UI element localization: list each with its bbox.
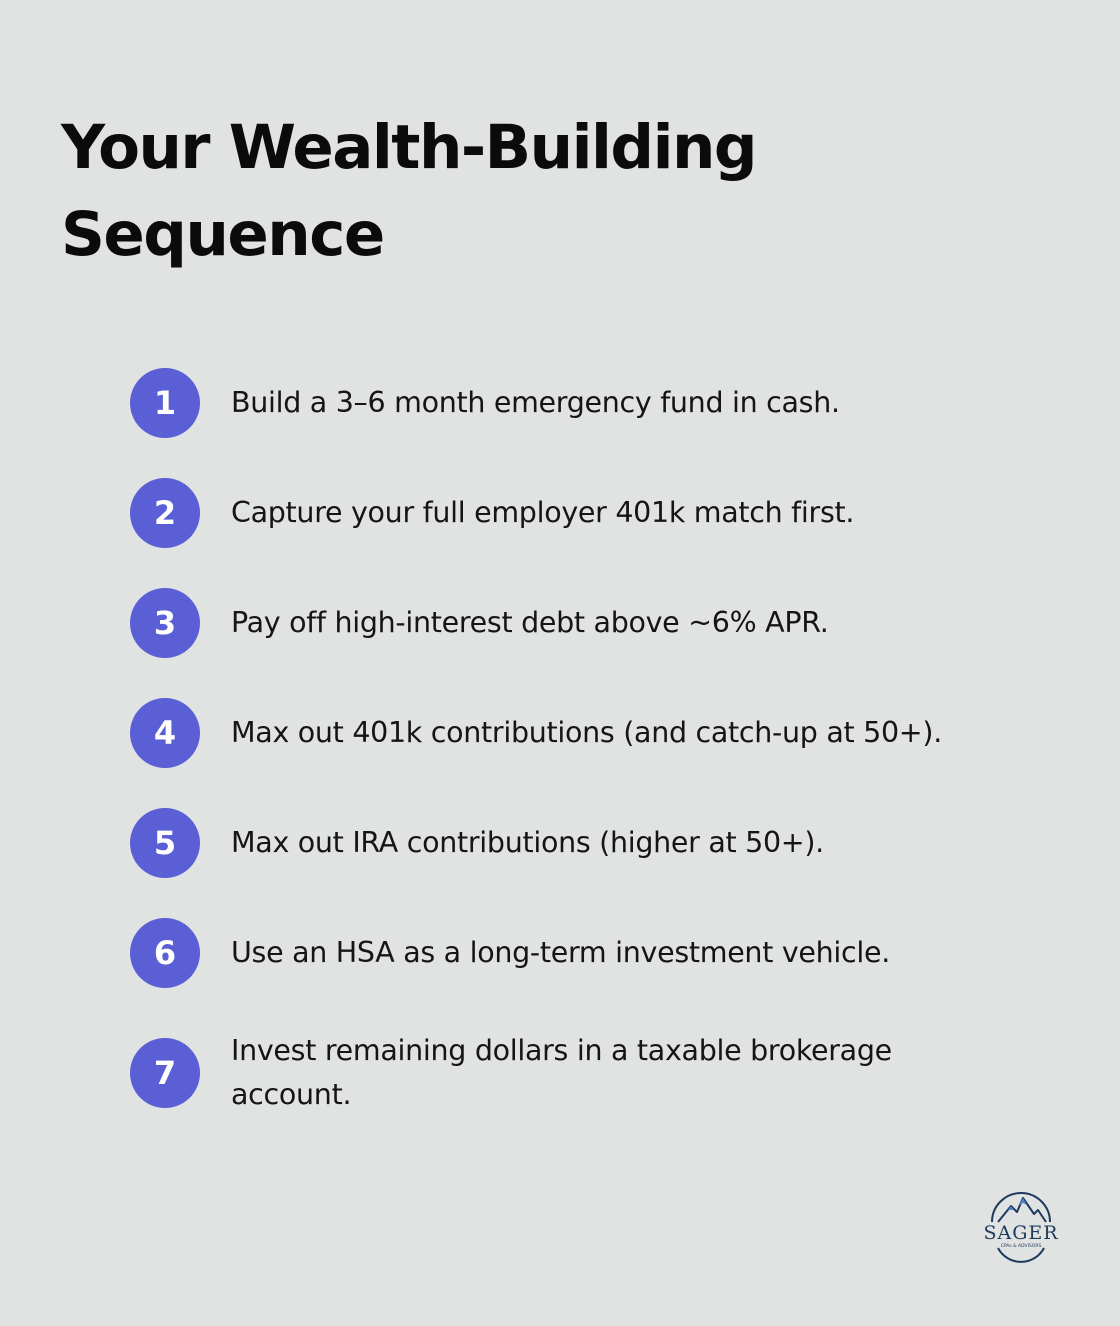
step-text: Use an HSA as a long-term investment vehicle. (231, 936, 890, 969)
step-number-badge: 7 (130, 1038, 200, 1108)
sager-logo (978, 1188, 1064, 1264)
step-item (130, 478, 1030, 548)
step-number-badge: 4 (130, 698, 200, 768)
step-number-badge: 5 (130, 808, 200, 878)
step-number-badge: 2 (130, 478, 200, 548)
step-text: Build a 3–6 month emergency fund in cash. (231, 386, 840, 419)
step-item (130, 918, 1030, 988)
step-item (130, 698, 1030, 768)
step-text: Max out IRA contributions (higher at 50+). (231, 826, 824, 859)
step-number-badge: 3 (130, 588, 200, 658)
mountain-logo-icon (978, 1188, 1064, 1264)
step-item (130, 368, 1030, 438)
logo-wordmark: SAGER (983, 1222, 1059, 1244)
step-number-badge: 6 (130, 918, 200, 988)
page-title: Your Wealth-Building Sequence (61, 112, 757, 270)
step-text: Capture your full employer 401k match first. (231, 496, 855, 529)
step-item (130, 588, 1030, 658)
step-item (130, 808, 1030, 878)
step-text: Pay off high-interest debt above ~6% APR. (231, 606, 829, 639)
step-text: Invest remaining dollars in a taxable brokerage account. (231, 1034, 892, 1111)
step-number-badge: 1 (130, 368, 200, 438)
step-text: Max out 401k contributions (and catch-up at 50+). (231, 716, 942, 749)
logo-tagline: CPAs & ADVISORS (1000, 1244, 1042, 1249)
step-item (130, 1034, 1030, 1111)
